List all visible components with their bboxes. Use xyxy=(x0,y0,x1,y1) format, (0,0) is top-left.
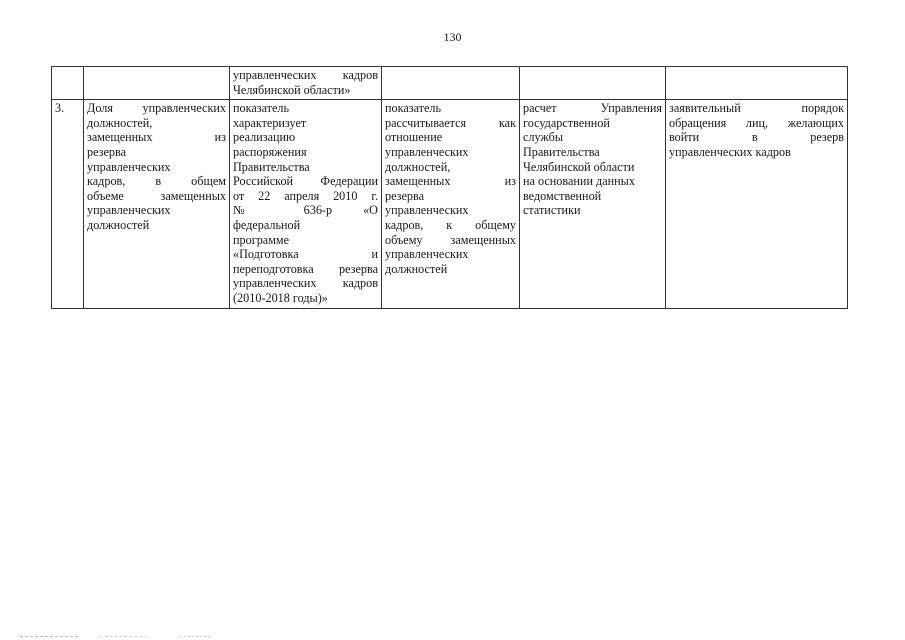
cell-calculation-method xyxy=(382,100,520,308)
text-line: рассчитывается как xyxy=(385,115,516,130)
text-line: управленческих xyxy=(87,159,171,174)
text-line: кадров, в общем xyxy=(87,174,226,189)
text-line: управленческих xyxy=(385,247,469,262)
cell-name-empty xyxy=(84,67,230,100)
text-line: Доля управленческих xyxy=(87,101,226,116)
text-line: заявительный порядок xyxy=(669,101,844,116)
cell-number-empty xyxy=(52,67,84,100)
cell-note-empty xyxy=(666,67,848,100)
cell-indicator-description xyxy=(230,100,382,308)
text-line: отношение xyxy=(385,130,443,145)
page-number: 130 xyxy=(443,30,462,44)
text-line: объеме замещенных xyxy=(87,188,226,203)
text-line: программе xyxy=(233,232,290,247)
cell-indicator-name xyxy=(84,100,230,308)
text-line: показатель xyxy=(385,101,442,116)
text-line: должностей xyxy=(385,261,448,276)
text-line: Правительства xyxy=(523,144,600,159)
text-line: Челябинской области xyxy=(523,159,635,174)
cell-row-number: 3. xyxy=(52,100,84,308)
text-line: Челябинской области» xyxy=(233,82,351,97)
cell-method-empty xyxy=(382,67,520,100)
cell-collection-procedure xyxy=(666,100,848,308)
text-line: резерва xyxy=(385,188,424,203)
text-line: на основании данных xyxy=(523,174,635,189)
text-line: управленческих xyxy=(385,203,469,218)
table-row-continuation xyxy=(52,67,848,100)
text-line: переподготовка резерва xyxy=(233,261,378,276)
text-line: войти в резерв xyxy=(669,130,844,145)
text-line: службы xyxy=(523,130,564,145)
text-line: должностей xyxy=(87,217,150,232)
text-line: объему замещенных xyxy=(385,232,516,247)
text-line: Правительства xyxy=(233,159,310,174)
text-line: управленческих кадров xyxy=(233,68,378,82)
text-line: должностей, xyxy=(87,115,153,130)
text-line: обращения лиц, желающих xyxy=(669,115,844,130)
text-line: показатель xyxy=(233,101,290,116)
scan-artifact xyxy=(20,635,220,638)
text-line: замещенных из xyxy=(87,130,226,145)
text-line: замещенных из xyxy=(385,174,516,189)
text-line: государственной xyxy=(523,115,610,130)
cell-description-continuation xyxy=(230,67,382,100)
text-line: ведомственной xyxy=(523,188,602,203)
text-line: управленческих xyxy=(87,203,171,218)
cell-data-source xyxy=(520,100,666,308)
text-line: должностей, xyxy=(385,159,451,174)
text-line: «Подготовка и xyxy=(233,247,378,262)
text-line: управленческих кадров xyxy=(669,144,791,159)
text-line: (2010-2018 годы)» xyxy=(233,290,328,305)
text-line: кадров, к общему xyxy=(385,217,516,232)
table-row-3 xyxy=(52,100,848,308)
text-line: резерва xyxy=(87,144,126,159)
text-line: статистики xyxy=(523,203,581,218)
text-line: характеризует xyxy=(233,115,307,130)
text-line: Российской Федерации xyxy=(233,174,378,189)
text-line: управленческих кадров xyxy=(233,276,378,291)
text-line: расчет Управления xyxy=(523,101,662,116)
indicators-table xyxy=(51,66,848,309)
text-line: распоряжения xyxy=(233,144,307,159)
cell-source-empty xyxy=(520,67,666,100)
text-line: № 636-р «О xyxy=(233,203,378,218)
text-line: управленческих xyxy=(385,144,469,159)
text-line: федеральной xyxy=(233,217,301,232)
text-line: реализацию xyxy=(233,130,296,145)
text-line: от 22 апреля 2010 г. xyxy=(233,188,378,203)
